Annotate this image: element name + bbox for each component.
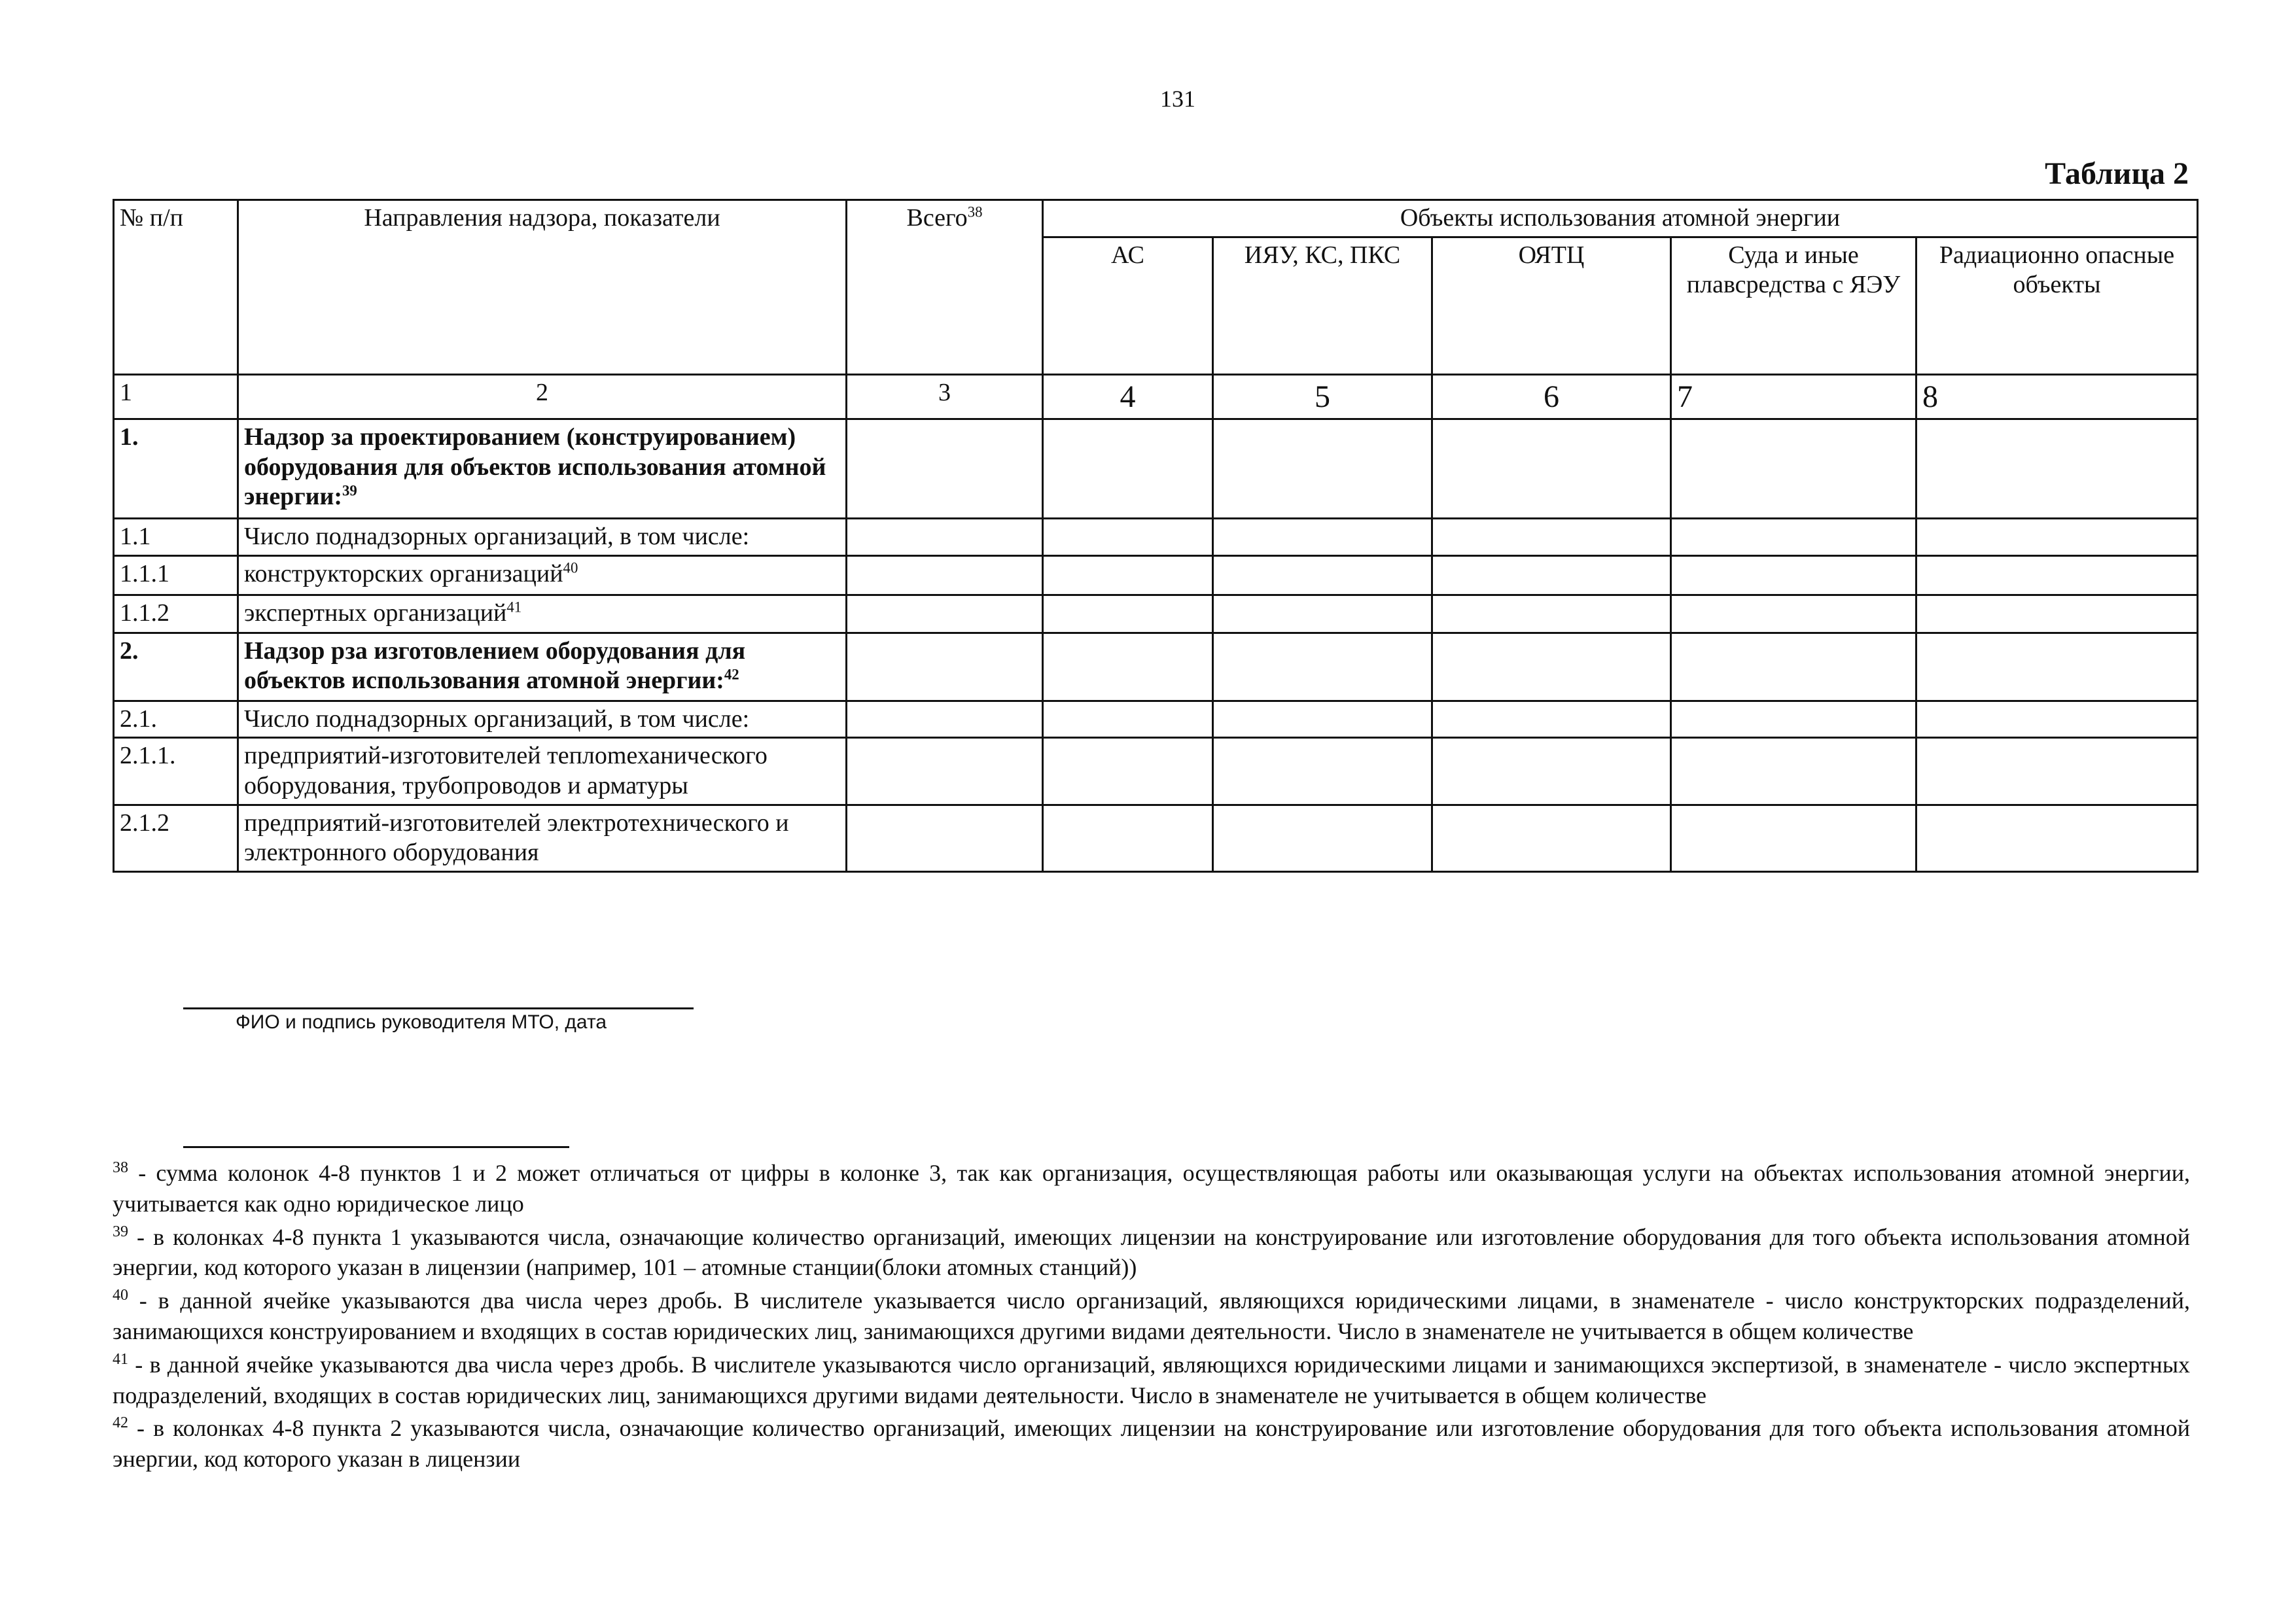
cell-empty xyxy=(1671,633,1916,701)
row-text-label: Надзор за проектированием (конструированием) оборудования для объектов использования атомной энергии: xyxy=(244,423,826,511)
cell-empty xyxy=(1432,555,1671,595)
cell-empty xyxy=(1043,738,1213,805)
cell-empty xyxy=(1671,738,1916,805)
row-text xyxy=(238,595,847,633)
header-radiation: Радиационно опасные объекты xyxy=(1916,237,2198,374)
header-as: АС xyxy=(1043,237,1213,374)
cell-empty xyxy=(1213,805,1432,871)
cell-empty xyxy=(1043,805,1213,871)
row-number: 1.1.2 xyxy=(114,595,238,633)
cell-empty xyxy=(1213,701,1432,738)
column-number: 8 xyxy=(1916,374,2198,419)
row-number: 1.1.1 xyxy=(114,555,238,595)
cell-empty xyxy=(1432,805,1671,871)
footnote xyxy=(113,1222,2190,1283)
table-row xyxy=(114,633,2198,701)
footnote-number: 42 xyxy=(113,1414,128,1432)
header-num: № п/п xyxy=(114,200,238,375)
row-text: предприятий-изготовителей электротехнического и электронного оборудования xyxy=(238,805,847,871)
table-row xyxy=(114,555,2198,595)
cell-empty xyxy=(1213,519,1432,556)
cell-empty xyxy=(1432,519,1671,556)
row-text-label: Надзор рза изготовлением оборудования для объектов использования атомной энергии: xyxy=(244,637,746,695)
row-number: 2.1.1. xyxy=(114,738,238,805)
footnote-divider xyxy=(183,1146,569,1148)
footnote xyxy=(113,1158,2190,1219)
cell-empty xyxy=(1916,738,2198,805)
column-number: 7 xyxy=(1671,374,1916,419)
cell-empty xyxy=(847,419,1043,519)
footnote xyxy=(113,1350,2190,1411)
cell-empty xyxy=(1432,633,1671,701)
column-number: 5 xyxy=(1213,374,1432,419)
row-text: Число поднадзорных организаций, в том числе: xyxy=(238,519,847,556)
row-number: 1. xyxy=(114,419,238,519)
footnote-text: - в колонках 4-8 пункта 2 указываются числа, означающие количество организаций, имеющих лицензии на конструирование или изготовление оборудования для того объекта использования атомной энергии, код которого указан в лицензии xyxy=(113,1415,2190,1473)
column-number: 6 xyxy=(1432,374,1671,419)
cell-empty xyxy=(847,805,1043,871)
row-text-label: экспертных организаций xyxy=(244,599,507,627)
cell-empty xyxy=(1916,633,2198,701)
row-text: Число поднадзорных организаций, в том числе: xyxy=(238,701,847,738)
cell-empty xyxy=(1916,519,2198,556)
cell-empty xyxy=(1043,555,1213,595)
cell-empty xyxy=(1043,519,1213,556)
table-row xyxy=(114,805,2198,871)
table-row xyxy=(114,519,2198,556)
footnote xyxy=(113,1285,2190,1347)
cell-empty xyxy=(847,595,1043,633)
cell-empty xyxy=(847,738,1043,805)
cell-empty xyxy=(1213,419,1432,519)
row-text: предприятий-изготовителей теплomеханического оборудования, трубопроводов и арматуры xyxy=(238,738,847,805)
footnote-text: - в данной ячейке указываются два числа через дробь. В числителе указывается число организаций, являющихся юридическими лицами, в знаменателе - число конструкторских подразделений, занимающихся конструированием и входящих в состав юридических лиц, занимающихся другими видами деятельности. Число в знаменателе не учитывается в общем количестве xyxy=(113,1287,2191,1344)
row-text xyxy=(238,419,847,519)
footnote-ref: 40 xyxy=(563,559,578,576)
column-number: 1 xyxy=(114,374,238,419)
cell-empty xyxy=(1916,701,2198,738)
signature-line xyxy=(183,1007,694,1009)
row-text xyxy=(238,633,847,701)
cell-empty xyxy=(847,701,1043,738)
row-text-label: конструкторских организаций xyxy=(244,559,563,587)
cell-empty xyxy=(1916,805,2198,871)
header-ships: Суда и иные плавсредства с ЯЭУ xyxy=(1671,237,1916,374)
header-total xyxy=(847,200,1043,375)
cell-empty xyxy=(1043,419,1213,519)
cell-empty xyxy=(1671,595,1916,633)
column-number: 4 xyxy=(1043,374,1213,419)
cell-empty xyxy=(1916,595,2198,633)
footnote-ref: 39 xyxy=(342,482,357,499)
column-number: 2 xyxy=(238,374,847,419)
footnote-text: - в данной ячейке указываются два числа через дробь. В числителе указываются число организаций, являющихся юридическими лицами и занимающихся экспертизой, в знаменателе - число экспертных подразделений, входящих в состав юридических лиц, занимающихся другими видами деятельности. Число в знаменателе не учитывается в общем количестве xyxy=(113,1351,2191,1408)
header-iyau: ИЯУ, КС, ПКС xyxy=(1213,237,1432,374)
cell-empty xyxy=(1432,701,1671,738)
footnote-number: 41 xyxy=(113,1350,128,1368)
footnote-ref: 41 xyxy=(506,599,522,616)
cell-empty xyxy=(1916,555,2198,595)
cell-empty xyxy=(1213,555,1432,595)
supervision-table xyxy=(113,199,2199,873)
footnote-number: 40 xyxy=(113,1287,128,1304)
cell-empty xyxy=(847,555,1043,595)
header-directions: Направления надзора, показатели xyxy=(238,200,847,375)
cell-empty xyxy=(1432,738,1671,805)
cell-empty xyxy=(1671,555,1916,595)
cell-empty xyxy=(1671,805,1916,871)
table-row xyxy=(114,738,2198,805)
cell-empty xyxy=(847,633,1043,701)
header-total-ref: 38 xyxy=(967,203,983,220)
row-number: 2.1.2 xyxy=(114,805,238,871)
cell-empty xyxy=(847,519,1043,556)
cell-empty xyxy=(1671,519,1916,556)
header-oyatc: ОЯТЦ xyxy=(1432,237,1671,374)
footnote-number: 38 xyxy=(113,1159,128,1176)
cell-empty xyxy=(1213,595,1432,633)
row-number: 1.1 xyxy=(114,519,238,556)
table-caption: Таблица 2 xyxy=(2045,156,2189,191)
footnote xyxy=(113,1413,2190,1475)
footnote-text: - в колонках 4-8 пункта 1 указываются числа, означающие количество организаций, имеющих лицензии на конструирование или изготовление оборудования для того объекта использования атомной энергии, код которого указан в лицензии (например, 101 – атомные станции(блоки атомных станций)) xyxy=(113,1223,2190,1281)
cell-empty xyxy=(1213,633,1432,701)
table-row xyxy=(114,701,2198,738)
cell-empty xyxy=(1043,701,1213,738)
footnote-ref: 42 xyxy=(724,666,739,683)
footnote-text: - сумма колонок 4-8 пунктов 1 и 2 может отличаться от цифры в колонке 3, так как организация, осуществляющая работы или оказывающая услуги на объектах использования атомной энергии, учитывается как одно юридическое лицо xyxy=(113,1160,2190,1217)
cell-empty xyxy=(1916,419,2198,519)
cell-empty xyxy=(1043,633,1213,701)
table-row xyxy=(114,595,2198,633)
header-objects-group: Объекты использования атомной энергии xyxy=(1043,200,2198,237)
cell-empty xyxy=(1043,595,1213,633)
column-number: 3 xyxy=(847,374,1043,419)
cell-empty xyxy=(1671,419,1916,519)
signature-caption: ФИО и подпись руководителя МТО, дата xyxy=(236,1011,607,1033)
footnote-number: 39 xyxy=(113,1223,128,1240)
header-total-label: Всего xyxy=(906,204,968,232)
row-number: 2.1. xyxy=(114,701,238,738)
row-number: 2. xyxy=(114,633,238,701)
cell-empty xyxy=(1213,738,1432,805)
cell-empty xyxy=(1432,595,1671,633)
page-number: 131 xyxy=(1160,86,1195,112)
cell-empty xyxy=(1432,419,1671,519)
table-row xyxy=(114,419,2198,519)
cell-empty xyxy=(1671,701,1916,738)
row-text xyxy=(238,555,847,595)
footnotes xyxy=(113,1158,2190,1477)
